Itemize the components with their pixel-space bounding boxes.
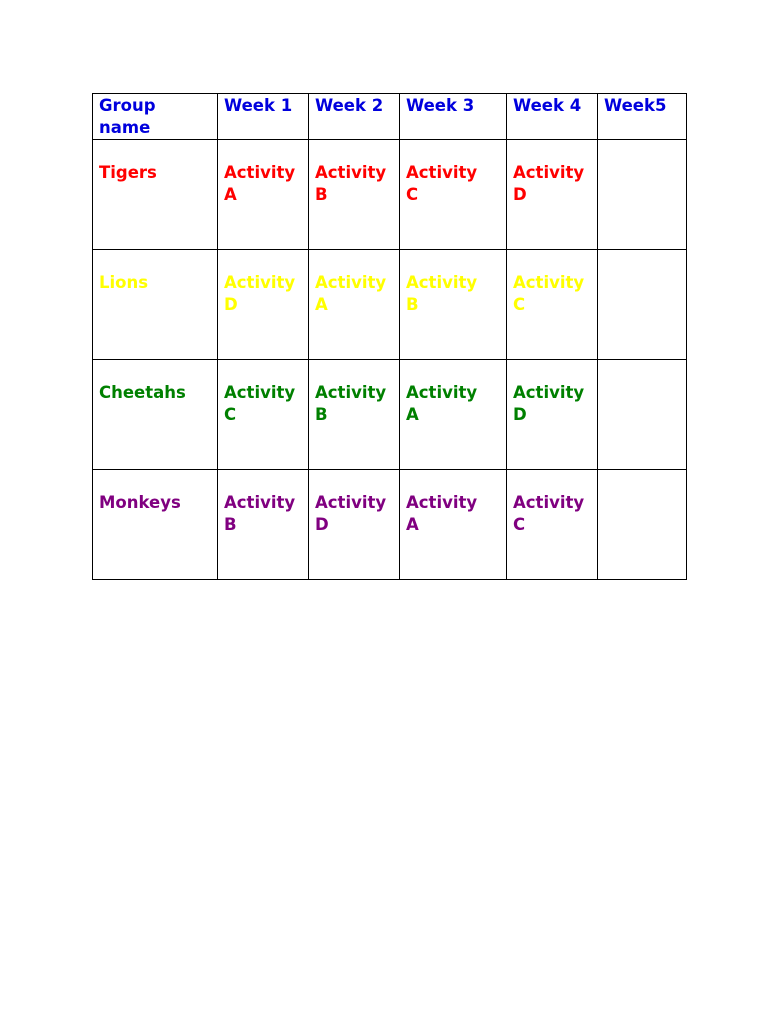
week-3-header: Week 3 [400,94,507,140]
group-name-cell: Tigers [93,140,218,250]
activity-cell-empty [598,250,687,360]
group-activity-schedule-table [92,93,687,580]
week-2-header: Week 2 [309,94,400,140]
activity-cell: Activity D [218,250,309,360]
activity-cell: Activity A [309,250,400,360]
activity-cell: Activity C [507,250,598,360]
activity-cell-empty [598,360,687,470]
activity-cell: Activity C [400,140,507,250]
activity-cell: Activity B [218,470,309,580]
group-name-cell: Cheetahs [93,360,218,470]
activity-cell-empty [598,470,687,580]
week-4-header: Week 4 [507,94,598,140]
activity-cell: Activity D [309,470,400,580]
activity-cell: Activity B [309,360,400,470]
table-row-lions [93,250,687,360]
week-5-header: Week5 [598,94,687,140]
week-1-header: Week 1 [218,94,309,140]
group-name-header: Group name [93,94,218,140]
activity-cell: Activity D [507,360,598,470]
activity-cell: Activity D [507,140,598,250]
table-row-monkeys [93,470,687,580]
activity-cell: Activity B [400,250,507,360]
activity-cell: Activity C [507,470,598,580]
activity-cell: Activity A [218,140,309,250]
table-row-tigers [93,140,687,250]
activity-cell: Activity B [309,140,400,250]
group-name-cell: Monkeys [93,470,218,580]
group-name-cell: Lions [93,250,218,360]
activity-cell-empty [598,140,687,250]
header-row [93,94,687,140]
table-row-cheetahs [93,360,687,470]
activity-cell: Activity A [400,360,507,470]
activity-cell: Activity A [400,470,507,580]
activity-cell: Activity C [218,360,309,470]
